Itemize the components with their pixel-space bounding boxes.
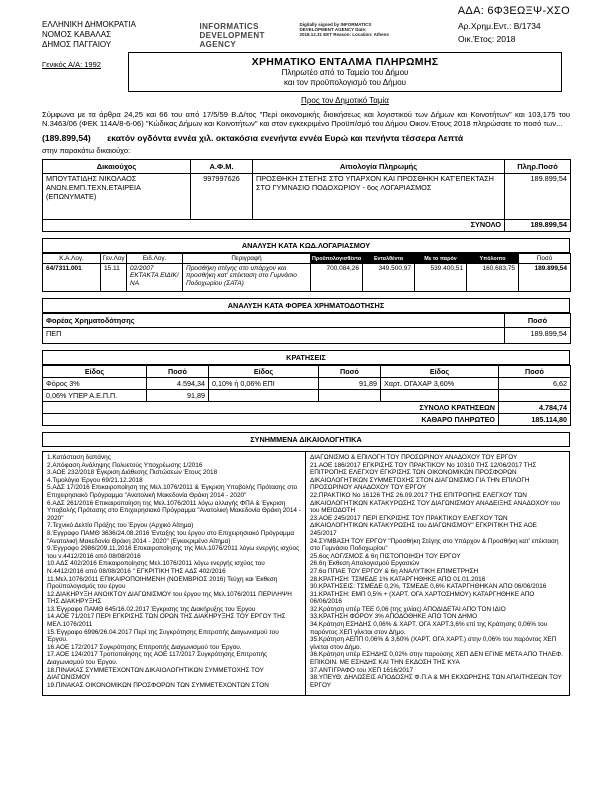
- attachment-item: 5.ΑΔΣ 17/2016 Επικαιροποίηση της Μελ.1076/2011 & Έγκριση Υποβολής Πρότασης στο Επιχειρησιακό Πρόγραμμα "Ανατολική Μακεδονία Θράκη 2014 - 2020": [47, 484, 298, 499]
- attachment-item: 38.ΥΠΕΥΘ. ΔΗΛΩΣΕΙΣ ΑΠΟΔΟΣΗΣ Φ.Π.Α & ΜΗ ΕΚΧΩΡΗΣΗΣ ΤΩΝ ΑΠΑΙΤΗΣΕΩΝ ΤΟΥ ΕΡΓΟΥ: [310, 674, 562, 689]
- document-references: [458, 20, 570, 50]
- attachment-item: 16.ΑΟΕ 172/2017 Συγκρότησης Επιτροπής Διαγωνισμού του Έργου.: [47, 643, 242, 651]
- title-area: [42, 52, 570, 92]
- deductions-table: [42, 365, 571, 426]
- budgeted-amount: 700.084,26: [311, 264, 363, 292]
- deduction-type: 0,06% ΥΠΕΡ Α.Ε.Π.Π.: [43, 390, 147, 402]
- attachments-band: ΣΥΝΗΜΜΕΝΑ ΔΙΚΑΙΟΛΟΓΗΤΙΚΑ: [42, 432, 570, 447]
- deduction-amount: [319, 390, 381, 402]
- funding-entity: ΠΕΠ: [43, 328, 505, 344]
- attachment-item: 23.ΑΟΕ 245/2017 ΠΕΡΙ ΕΓΚΡΙΣΗΣ ΤΟΥ ΠΡΑΚΤΙΚΟΥ ΕΛΕΓΧΟΥ ΤΩΝ ΔΙΚΑΙΟΛΟΓΗΤΙΚΩΝ ΚΑΤΑΚΥΡΩΣΗΣ του ΔΙΑΓΩΝΙΣΜΟΥ" ΕΓΚΡΙΤΙΚΗ ΤΗΣ ΑΟΕ 245/2017: [310, 514, 537, 537]
- attachment-item: 17.ΑΟΕ 124/2017 Τροποποίησης της ΑΟΕ 117/2017 Συγκρότησης Επιτροπής Διαγωνισμού του Έργου.: [47, 651, 268, 667]
- account-analysis-table: [42, 253, 571, 292]
- attachment-item: 9.Έγγραφο 2986/209.11.2016 Επικαιροποίησης της Μελ.1076/2011 λόγω ενεργής ισχύος του ν.4412/2016 από 08/08/2016: [47, 545, 300, 560]
- col-afm: Α.Φ.Μ.: [191, 160, 253, 174]
- col-amount: Ποσό: [519, 254, 571, 264]
- funding-header-row: [43, 314, 571, 328]
- authority-line-prefecture: ΝΟΜΟΣ ΚΑΒΑΛΑΣ: [42, 30, 112, 39]
- attachment-item: 3.ΑΟΕ 232/2018 Έγκριση Διάθεσης Πιστώσεων Έτους 2018: [47, 469, 218, 477]
- col-payment-reason: Αιτιολογία Πληρωμής: [253, 160, 505, 174]
- attachments-right-column: [306, 452, 569, 695]
- general-serial-number: Γενικός Α/Α: 1992: [42, 60, 101, 69]
- col-funding-entity: Φορέας Χρηματοδότησης: [43, 314, 505, 328]
- col-budgeted: Προϋπολογισθέντα: [312, 255, 362, 262]
- attachment-item: 21.ΑΟΕ 186/2017 ΕΓΚΡΙΣΗΣ ΤΟΥ ΠΡΑΚΤΙΚΟΥ Νο 10310 ΤΗΣ 12/06/2017 ΤΗΣ ΕΠΙΤΡΟΠΗΣ ΕΛΕΓΧΟΥ ΕΓΚΡΙΣΗΣ ΤΩΝ ΟΙΚΟΝΟΜΙΚΩΝ ΠΡΟΣΦΟΡΩΝ ΔΙΚΑΙΟΛΟΓΗΤΙΚΩΝ ΣΥΜΜΕΤΟΧΗΣ ΣΤΟΝ ΔΙΑΓΩΝΙΣΜΟ ΓΙΑ ΤΗΝ ΕΠΙΛΟΓΗ ΠΡΟΣΩΡΙΝΟΥ ΑΝΑΔΟΧΟΥ ΤΟΥ ΕΡΓΟΥ: [310, 461, 537, 492]
- amount-in-words: εκατόν ογδόντα εννέα χιλ. οκτακόσια ενενήντα εννέα Ευρώ και πενήντα τέσσερα Λεπτά: [107, 133, 464, 144]
- col-deduction-type-2: Είδος: [209, 366, 319, 378]
- attachment-item: ΔΙΑΓΩΝΙΣΜΟ & ΕΠΙΛΟΓΗ ΤΟΥ ΠΡΟΣΩΡΙΝΟΥ ΑΝΑΔΟΧΟΥ ΤΟΥ ΕΡΓΟΥ: [310, 454, 518, 461]
- account-row-amount: 189.899,54: [519, 264, 571, 292]
- attachment-item: 1.Κατάσταση δαπάνης: [47, 454, 111, 461]
- attachment-item: 10.ΑΔΣ 402/2016 Επικαιροποίησης Μελ.1076/2011 λόγω ενεργής ισχύος του Ν.4412/2016 από 08/08/2016 " ΕΓΚΡΙΤΙΚΗ ΤΗΣ ΑΔΣ 402/2016: [47, 560, 265, 575]
- attachment-item: 27.6α ΠΠΑΕ ΤΟΥ ΕΡΓΟΥ & 6η ΑΝΑΛΥΤΙΚΗ ΕΠΙΜΕΤΡΗΣΗ: [310, 567, 479, 575]
- col-deduction-type-3: Είδος: [381, 366, 499, 378]
- attachment-item: 2.Απόφαση Ανάληψης Πολυετούς Υποχρέωσης 1/2016: [47, 461, 203, 469]
- col-deduction-amount-1: Ποσό: [147, 366, 209, 378]
- authority-line-municipality: ΔΗΜΟΣ ΠΑΓΓΑΙΟΥ: [42, 40, 112, 49]
- col-description: Περιγραφή: [183, 254, 311, 264]
- attachment-item: 26.6η Έκθεση Απολογισμού Εργασιών: [310, 560, 420, 568]
- attachment-item: 31.ΚΡΑΤΗΣΗ: ΕΜΠ 0,5% + (ΧΑΡΤ. ΟΓΑ ΧΑΡΤΟΣΗΜΟΥ) ΚΑΤΑΡΓΗΘΗΚΕ ΑΠΟ 06/06/2016: [310, 590, 535, 606]
- ada-code: ΑΔΑ: 6Φ3ΕΩΞΨ-ΧΣΟ: [457, 5, 570, 17]
- attachment-item: 4.Τιμολόγιο Έργου 69/21.12.2018: [47, 476, 143, 484]
- funding-analysis-band: ΑΝΑΛΥΣΗ ΚΑΤΑ ΦΟΡΕΑ ΧΡΗΜΑΤΟΔΟΤΗΣΗΣ: [42, 298, 570, 313]
- deductions-total-label: ΣΥΝΟΛΟ ΚΡΑΤΗΣΕΩΝ: [43, 402, 499, 414]
- beneficiary-row: [43, 174, 571, 220]
- deduction-amount: 91,89: [319, 378, 381, 390]
- signature-details: Digitally signed by INFORMATICS DEVELOPMENT AGENCY Date: 2018.12.31 EET Reason: Location: Athens: [299, 22, 389, 38]
- beneficiary-table: [42, 159, 571, 232]
- attachment-item: 34.Κράτηση ΕΣΗΔΗΣ 0,06% & ΧΑΡΤ. ΟΓΑ ΧΑΡΤ.3,6% επί της Κράτησης 0,06% του παρόντος ΧΕΠ γίνεται στον Δήμο.: [310, 621, 548, 636]
- attachment-item: 12.ΔΙΑΚΗΡΥΞΗ ΑΝΟΙΚΤΟΥ ΔΙΑΓΩΝΙΣΜΟΥ του έργου της Μελ.1076/2011 ΠΕΡΙΛΗΨΗ ΤΗΣ ΔΙΑΚΗΡΥΞΗΣ: [47, 590, 292, 606]
- beneficiary-intro: στην παρακάτω δικαιούχο:: [42, 146, 131, 156]
- issuing-authority: [42, 20, 136, 50]
- document-title: ΧΡΗΜΑΤΙΚΟ ΕΝΤΑΛΜΑ ΠΛΗΡΩΜΗΣ: [251, 56, 439, 68]
- committed-amount: 349.500,97: [363, 264, 415, 292]
- attachment-item: 22.ΠΡΑΚΤΙΚΟ Νο 16126 ΤΗΣ 26.09.2017 ΤΗΣ ΕΠΙΤΡΟΠΗΣ ΕΛΕΓΧΟΥ ΤΩΝ ΔΙΚΑΙΟΛΟΓΗΤΙΚΩΝ ΚΑΤΑΚΥΡΩΣΗΣ ΤΟΥ ΔΙΑΓΩΝΙΣΜΟΥ ΑΝΑΔΕΙΞΗΣ ΑΝΑΔΟΧΟΥ του του ΜΕΙΟΔΟΤΗ: [310, 491, 561, 515]
- col-deduction-amount-3: Ποσό: [499, 366, 571, 378]
- attachment-item: 36.Κράτηση υπέρ ΕΣΗΔΗΣ 0,02% στην παρούσης ΧΕΠ ΔΕΝ ΕΓΙΝΕ ΜΕΤΑ ΑΠΟ ΤΗΛΕΦ. ΕΠΙΚΟΙΝ. ΜΕ ΕΣΗΔΗΣ ΚΑΙ ΤΗΝ ΕΚΔΟΣΗ ΤΗΣ ΚΥΑ: [310, 651, 563, 667]
- fiscal-year: Οικ.Έτος: 2018: [458, 34, 516, 44]
- deductions-header-row: [43, 366, 571, 378]
- deductions-total-amount: 4.784,74: [499, 402, 571, 414]
- col-general-ledger: Γεν.Λογ: [102, 255, 125, 262]
- deduction-type: Φόρος 3%: [43, 378, 147, 390]
- account-description: Προσθήκη στέγης στο υπάρχον και προσθήκη κατ' επέκταση στο Γυμνάσιο Ποδοχωρίου (ΣΑΤΑ): [183, 264, 311, 292]
- attachment-item: 35.Κράτηση ΑΕΠΠ 0,06% & 3,60% (ΧΑΡΤ. ΟΓΑ ΧΑΡΤ.) στην 0,06% του παρόντος ΧΕΠ γίνεται στον Δήμο.: [310, 636, 557, 651]
- col-special-ledger: Ειδ.Λογ.: [127, 254, 183, 264]
- net-payable-amount: 185.114,80: [499, 414, 571, 426]
- payment-reason: ΠΡΟΣΘΗΚΗ ΣΤΕΓΗΣ ΣΤΟ ΥΠΑΡΧΟΝ ΚΑΙ ΠΡΟΣΘΗΚΗ ΚΑΤ'ΕΠΕΚΤΑΣΗ ΣΤΟ ΓΥΜΝΑΣΙΟ ΠΟΔΟΧΩΡΙΟΥ - 6ος ΛΟΓΑΡΙΑΣΜΟΣ: [253, 174, 505, 220]
- deductions-row-1: [43, 378, 571, 390]
- digital-signature-stamp: [199, 22, 394, 50]
- attachment-item: 19.ΠΙΝΑΚΑΣ ΟΙΚΟΝΟΜΙΚΩΝ ΠΡΟΣΦΟΡΩΝ ΤΩΝ ΣΥΜΜΕΤΕΧΟΝΤΩΝ ΣΤΟΝ: [47, 681, 269, 689]
- attachment-item: 18.ΠΙΝΑΚΑΣ ΣΥΜΜΕΤΕΧΟΝΤΩΝ ΔΙΚΑΙΟΛΟΓΗΤΙΚΩΝ ΣΥΜΜΕΤΟΧΗΣ ΤΟΥ ΔΙΑΓΩΝΙΣΜΟΥ: [47, 666, 264, 682]
- balance-amount: 160.683,75: [467, 264, 519, 292]
- col-deduction-type-1: Είδος: [43, 366, 147, 378]
- attachment-item: 14.ΑΟΕ 71/2017 ΠΕΡΙ ΕΓΚΡΙΣΗΣ ΤΩΝ ΟΡΩΝ ΤΗΣ ΔΙΑΚΗΡΥΞΗΣ ΤΟΥ ΕΡΓΟΥ ΤΗΣ ΜΕΛ.1076/2011: [47, 613, 286, 629]
- col-with-current: Με το παρόν: [415, 254, 467, 264]
- funding-row: [43, 328, 571, 344]
- deduction-type: [209, 390, 319, 402]
- attachment-item: 28.ΚΡΑΤΗΣΗ: ΤΣΜΕΔΕ 1% ΚΑΤΑΡΓΗΘΗΚΕ ΑΠΟ 01.01.2016: [310, 575, 486, 583]
- attachment-item: 13.Έγγραφο ΠΑΜΘ 645/16.02.2017 Έγκρισης της Διακήρυξης του Έργου: [47, 605, 256, 613]
- deductions-total-row: [43, 402, 571, 414]
- attachment-item: 8.Έγγραφο ΠΑΜΘ 3636/24.08.2016 Ένταξης του έργου στο Επιχειρησιακό Πρόγραμμα "Ανατολική Μακεδονία Θράκη 2014 - 2020" (Εγκεκριμένο Αίτημα): [47, 529, 295, 545]
- col-account-code: Κ.Α.Λογ.: [43, 254, 101, 264]
- attachments-left-column: [43, 452, 306, 695]
- attachment-item: 25.6ος ΛΟΓ/ΣΜΟΣ & 6η ΠΙΣΤΟΠΟΙΗΣΗ ΤΟΥ ΕΡΓΟΥ: [310, 552, 461, 560]
- title-subtitle-2: και τον προϋπολογισμό του Δήμου: [283, 77, 407, 87]
- with-current-amount: 539.400,51: [415, 264, 467, 292]
- authority-line-country: ΕΛΛΗΝΙΚΗ ΔΗΜΟΚΡΑΤΙΑ: [42, 20, 136, 29]
- col-balance: Υπόλοιπο: [467, 254, 519, 264]
- funding-amount: 189.899,54: [505, 328, 571, 344]
- beneficiary-header-row: [43, 160, 571, 174]
- deductions-band: ΚΡΑΤΗΣΕΙΣ: [42, 350, 570, 365]
- net-payable-row: [43, 414, 571, 426]
- col-beneficiary: Δικαιούχος: [43, 160, 191, 174]
- account-header-row: [43, 254, 571, 264]
- net-payable-label: ΚΑΘΑΡΟ ΠΛΗΡΩΤΕΟ: [43, 414, 499, 426]
- attachment-item: 33.ΚΡΑΤΗΣΗ ΦΟΡΟΥ 3% ΑΠΟΔΟΘΗΚΕ ΑΠΟ ΤΟΝ ΔΗΜΟ: [310, 613, 478, 621]
- attachment-item: 37.ΑΝΤΙΓΡΑΦΟ του ΧΕΠ 1616/2017: [310, 666, 414, 674]
- deduction-type: 0,10% ή 0,06% ΕΠΙ: [209, 378, 319, 390]
- attachment-item: 11.Μελ.1076/2011 ΕΠΙΚΑΙΡΟΠΟΙΗΜΕΝΗ (ΝΟΕΜΒΡΙΟΣ 2016) Τεύχη και Έκθεση Προϋπολογισμός του έργου: [47, 575, 278, 591]
- general-ledger-code: 15.11: [101, 264, 127, 292]
- legal-basis-text: Σύμφωνα με τα άρθρα 24,25 και 66 του από 17/5/59 Β.Δ/τος "Περί οικονομικής διοικήσεως και λογιστικού των Δήμων και Κοινοτήτων" και 103,175 του Ν.3463/06 (ΦΕΚ 114Α/8-6-06) "Κώδικας Δήμων και Κοινοτήτων" και στον εγκεκριμένο Προϋπ/σμό του Δήμου Οικον.Έτους 2018 πληρώσατε το ποσό των...: [42, 110, 570, 129]
- deduction-type: [381, 390, 499, 402]
- attachment-item: 32.Κράτηση υπέρ ΤΕΕ 0,06 (της χιλίας) ΑΠΟΔΙΔΕΤΑΙ ΑΠΟ ΤΟΝ ΙΔΙΟ: [310, 605, 506, 613]
- deduction-amount: [499, 390, 571, 402]
- col-payment-amount: Πληρ.Ποσό: [505, 160, 571, 174]
- beneficiary-total-label: ΣΥΝΟΛΟ: [43, 220, 505, 232]
- document-header: [42, 20, 570, 50]
- attachment-item: 6.ΑΔΣ 261/2016 Επικαιροποίηση της Μελ.1076/2011 λόγω αλλαγής ΦΠΑ & Έγκριση Υποβολής Πρότασης στο Επιχειρησιακό Πρόγραμμα "Ανατολική Μακεδονία Θράκη 2014 - 2020": [47, 499, 301, 522]
- signature-agency-name: INFORMATICS DEVELOPMENT AGENCY: [199, 22, 265, 49]
- account-code: 64/7311.001: [43, 264, 101, 292]
- deduction-amount: 91,89: [147, 390, 209, 402]
- deduction-amount: 6,62: [499, 378, 571, 390]
- title-box: [128, 52, 562, 92]
- deduction-type: Χαρτ. ΟΓΑΧΑΡ 3,60%: [381, 378, 499, 390]
- deductions-row-2: [43, 390, 571, 402]
- payment-amount: 189.899,54: [505, 174, 571, 220]
- beneficiary-name: ΜΠΟΥΤΑΤΙΔΗΣ ΝΙΚΟΛΑΟΣ ΑΝΩΝ.ΕΜΠ.ΤΕΧΝ.ΕΤΑΙΡΕΙΑ (ΕΠΩΝΥΜΑΤΕ): [43, 174, 191, 220]
- beneficiary-total-amount: 189.899,54: [505, 220, 571, 232]
- col-committed: Ενταλθέντα: [363, 254, 415, 264]
- amount-line: [42, 133, 570, 143]
- beneficiary-afm: 997997626: [191, 174, 253, 220]
- col-deduction-amount-2: Ποσό: [319, 366, 381, 378]
- attachment-item: 15.Έγγραφο 6996/26.04.2017 Περί της Συγκρότησης Επιτροπής Διαγωνισμού του Έργου.: [47, 628, 279, 644]
- beneficiary-total-row: [43, 220, 571, 232]
- col-funding-amount: Ποσό: [505, 314, 571, 328]
- attachments-section: [42, 451, 570, 696]
- attachment-item: 30.ΚΡΑΤΗΣΕΙΣ: ΤΣΜΕΔΕ 0,2%, ΤΣΜΕΔΕ 0,6% ΚΑΤΑΡΓΗΘΗΚΑΝ ΑΠΟ 06/06/2016: [310, 583, 547, 591]
- account-row: [43, 264, 571, 292]
- title-subtitle-1: Πληρωτέο από το Ταμείο του Δήμου: [281, 68, 409, 77]
- attachment-item: 7.Τεχνικό Δελτίο Πράξης του Έργου (Αρχικό Αίτημα): [47, 522, 194, 530]
- deduction-amount: 4.594,34: [147, 378, 209, 390]
- amount-numeric: (189.899,54): [42, 133, 91, 144]
- addressee-line: Προς τον Δημοτικό Ταμία: [301, 96, 389, 105]
- warrant-number: Αρ.Χρημ.Εντ.: Β/1734: [458, 21, 541, 31]
- account-analysis-band: ΑΝΑΛΥΣΗ ΚΑΤΑ ΚΩΔ.ΛΟΓΑΡΙΑΣΜΟΥ: [42, 238, 570, 253]
- special-ledger-code: 02/2007 ΕΚΤΑΚΤΑ ΕΙΔΙΚ/ΝΑ: [127, 264, 183, 292]
- attachment-item: 24.ΣΥΜΒΑΣΗ ΤΟΥ ΕΡΓΟΥ "Προσθήκη Στέγης στο Υπάρχον & Προσθήκη κατ' επέκταση στο Γυμνάσιο Ποδοχωρίου": [310, 537, 559, 553]
- funding-table: [42, 313, 571, 344]
